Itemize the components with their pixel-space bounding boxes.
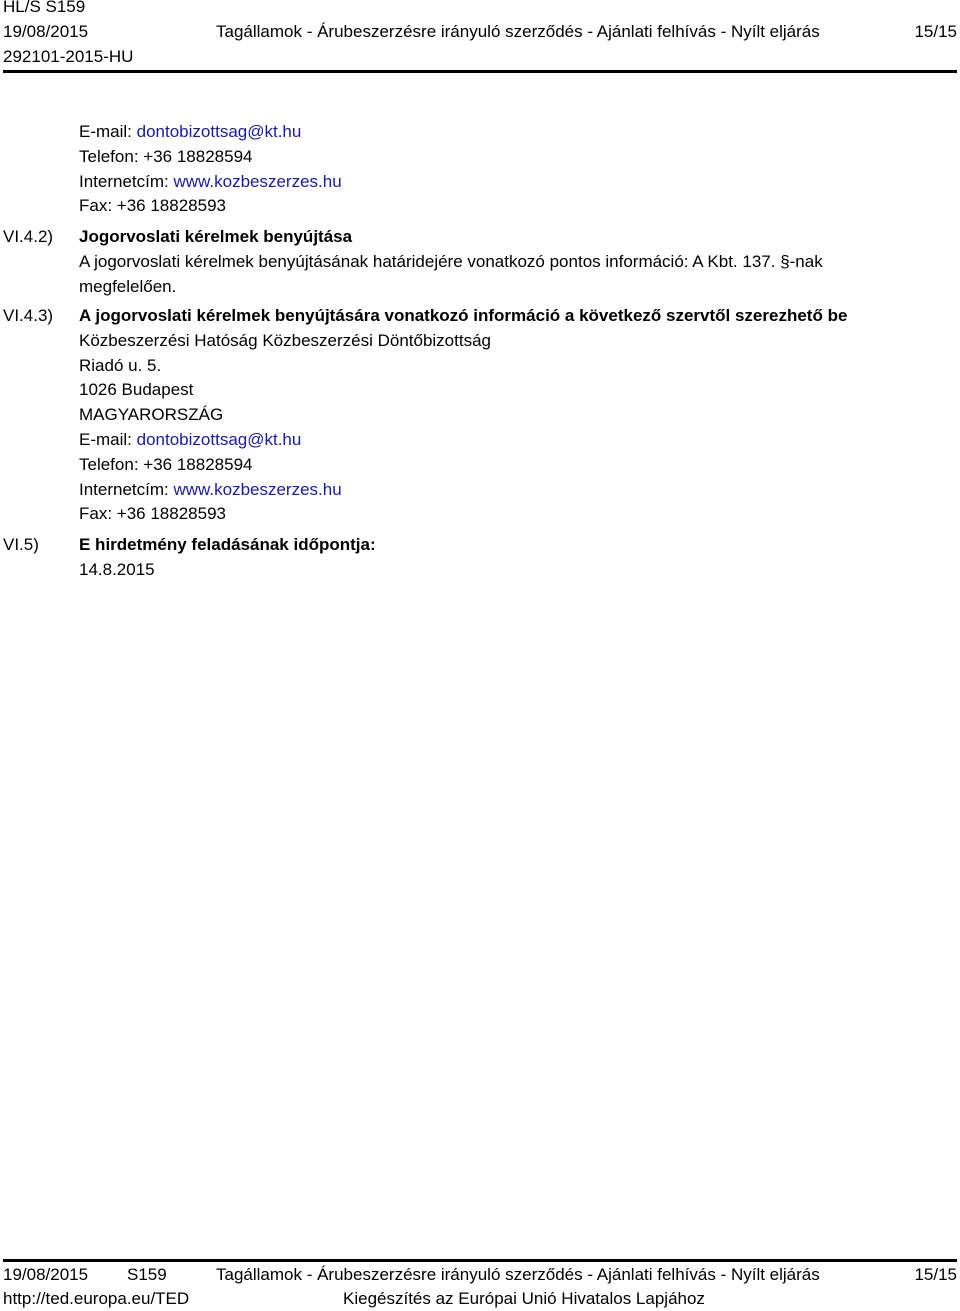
org-web-row	[79, 480, 342, 500]
section-number-vi42: VI.4.2)	[3, 227, 54, 246]
fax-value: +36 18828593	[116, 196, 226, 215]
email-link[interactable]: dontobizottsag@kt.hu	[136, 122, 302, 141]
footer-date: 19/08/2015	[3, 1265, 89, 1284]
footer-title: Tagállamok - Árubeszerzésre irányuló szerződés - Ajánlati felhívás - Nyílt eljárás	[216, 1265, 820, 1284]
section-heading-vi42: Jogorvoslati kérelmek benyújtása	[79, 227, 353, 246]
org-street: Riadó u. 5.	[79, 356, 162, 375]
web-link[interactable]: www.kozbeszerzes.hu	[173, 172, 342, 191]
footer-supplement: Kiegészítés az Európai Unió Hivatalos Lapjához	[343, 1289, 705, 1308]
section-number-vi5: VI.5)	[3, 535, 39, 554]
section-heading-vi43: A jogorvoslati kérelmek benyújtására vonatkozó információ a következő szervtől szerezhető be	[79, 306, 848, 325]
web-link[interactable]: www.kozbeszerzes.hu	[173, 480, 342, 499]
email-label: E-mail:	[79, 122, 132, 141]
phone-label: Telefon:	[79, 147, 139, 166]
fax-value: +36 18828593	[116, 504, 226, 523]
fax-label: Fax:	[79, 504, 113, 523]
footer-rule	[3, 1259, 957, 1262]
section-number-vi43: VI.4.3)	[3, 306, 54, 325]
contact-email-row	[79, 122, 301, 142]
footer-series: S159	[127, 1265, 167, 1284]
org-city: 1026 Budapest	[79, 380, 194, 399]
section-heading-vi5: E hirdetmény feladásának időpontja:	[79, 535, 376, 554]
org-country: MAGYARORSZÁG	[79, 405, 224, 424]
footer-url-link[interactable]: http://ted.europa.eu/TED	[3, 1289, 190, 1308]
phone-label: Telefon:	[79, 455, 139, 474]
fax-label: Fax:	[79, 196, 113, 215]
phone-value: +36 18828594	[143, 147, 253, 166]
header-date: 19/08/2015	[3, 22, 89, 41]
dispatch-date: 14.8.2015	[79, 560, 155, 579]
contact-web-row	[79, 172, 342, 192]
header-doc-id: 292101-2015-HU	[3, 47, 134, 66]
header-rule	[3, 70, 957, 73]
contact-fax-row	[79, 196, 226, 216]
email-label: E-mail:	[79, 430, 132, 449]
footer-page-number: 15/15	[914, 1265, 957, 1284]
section-text-vi42-line2: megfelelően.	[79, 277, 177, 296]
header-series: HL/S S159	[3, 0, 86, 16]
contact-phone-row	[79, 147, 252, 167]
org-fax-row	[79, 504, 226, 524]
phone-value: +36 18828594	[143, 455, 253, 474]
org-phone-row	[79, 455, 252, 475]
org-name: Közbeszerzési Hatóság Közbeszerzési Döntőbizottság	[79, 331, 491, 350]
web-label: Internetcím:	[79, 480, 169, 499]
section-text-vi42-line1: A jogorvoslati kérelmek benyújtásának határidejére vonatkozó pontos információ: A Kbt. 137. §-nak	[79, 252, 823, 271]
org-email-row	[79, 430, 301, 450]
email-link[interactable]: dontobizottsag@kt.hu	[136, 430, 302, 449]
header-title: Tagállamok - Árubeszerzésre irányuló szerződés - Ajánlati felhívás - Nyílt eljárás	[216, 22, 820, 41]
web-label: Internetcím:	[79, 172, 169, 191]
header-page-number: 15/15	[914, 22, 957, 41]
